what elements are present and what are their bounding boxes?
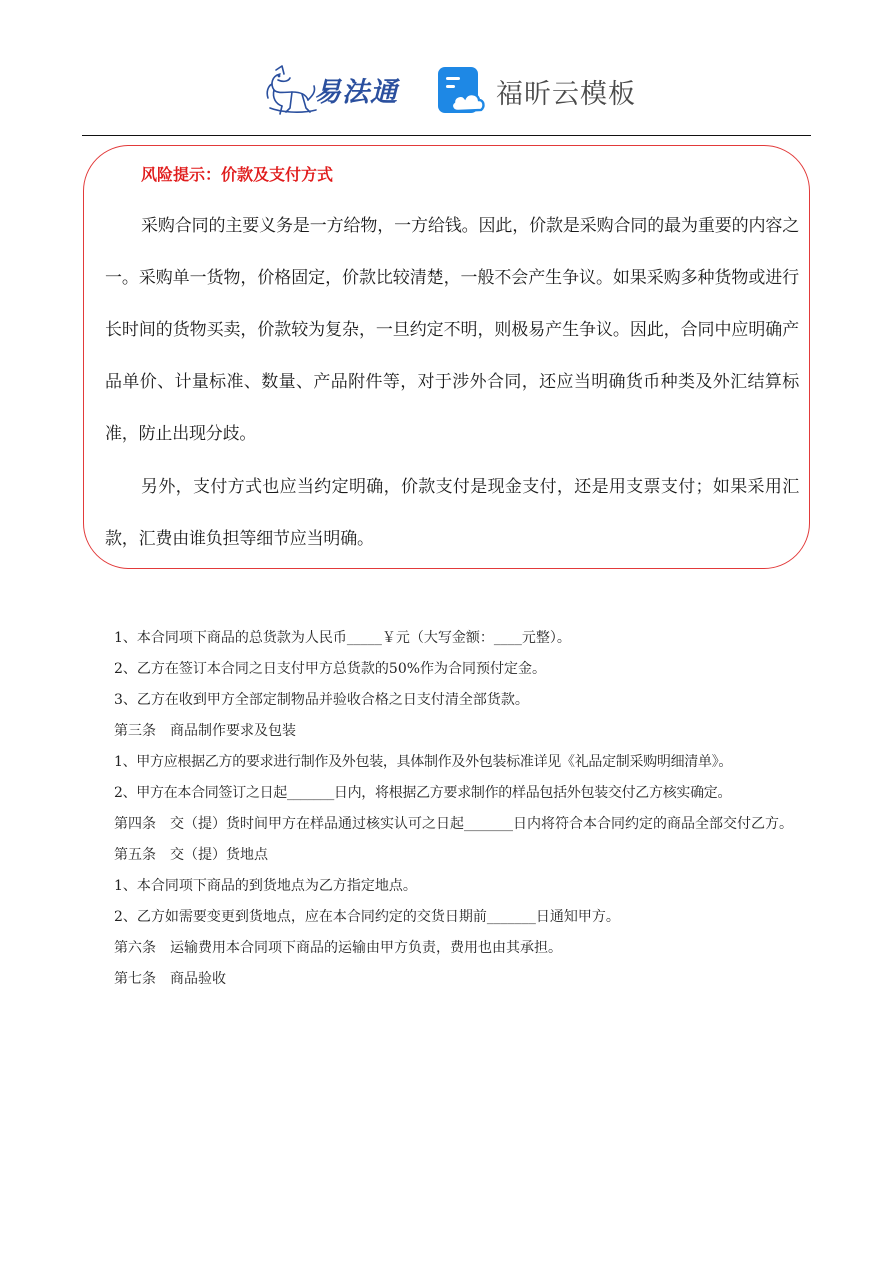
contract-clauses (82, 623, 812, 995)
risk-notice-title: 风险提示：价款及支付方式 (141, 165, 334, 184)
clause-line: 1、甲方应根据乙方的要求进行制作及外包装，具体制作及外包装标准详见《礼品定制采购明细清单》。 (114, 754, 733, 770)
header-divider (82, 135, 811, 136)
clause-line: 3、乙方在收到甲方全部定制物品并验收合格之日支付清全部货款。 (114, 692, 529, 708)
clause-line: 1、本合同项下商品的到货地点为乙方指定地点。 (114, 878, 417, 894)
article-paragraph: 第六条 运输费用本合同项下商品的运输由甲方负责，费用也由其承担。 (114, 940, 562, 956)
clause-line: 2、乙方如需要变更到货地点，应在本合同约定的交货日期前_______日通知甲方。 (114, 909, 620, 925)
article-paragraph: 第四条 交（提）货时间甲方在样品通过核实认可之日起_______日内将符合本合同约定的商品全部交付乙方。 (114, 816, 793, 832)
yifatong-logo (262, 62, 412, 118)
page-header (0, 0, 893, 136)
foxit-cloud-template-logo (436, 64, 636, 118)
foxit-cloud-template-text: 福昕云模板 (496, 78, 636, 110)
article-heading: 第五条 交（提）货地点 (114, 847, 268, 863)
article-heading: 第七条 商品验收 (114, 971, 226, 987)
unicorn-emblem-icon (262, 62, 320, 118)
risk-notice-paragraph: 另外，支付方式也应当约定明确，价款支付是现金支付，还是用支票支付；如果采用汇款，汇费由谁负担等细节应当明确。 (105, 477, 799, 549)
cloud-document-icon (436, 65, 486, 117)
clause-line: 1、本合同项下商品的总货款为人民币_____￥元（大写金额：____元整）。 (114, 630, 571, 646)
clause-line: 2、乙方在签订本合同之日支付甲方总货款的50%作为合同预付定金。 (114, 661, 547, 677)
yifatong-logo-text: 易法通 (314, 77, 398, 108)
clause-line: 2、甲方在本合同签订之日起_______日内，将根据乙方要求制作的样品包括外包装交付乙方核实确定。 (114, 785, 732, 801)
article-heading: 第三条 商品制作要求及包装 (114, 723, 296, 739)
risk-notice-paragraph: 采购合同的主要义务是一方给物，一方给钱。因此，价款是采购合同的最为重要的内容之一。采购单一货物，价格固定，价款比较清楚，一般不会产生争议。如果采购多种货物或进行长时间的货物买卖，价款较为复杂，一旦约定不明，则极易产生争议。因此，合同中应明确产品单价、计量标准、数量、产品附件等，对于涉外合同，还应当明确货币种类及外汇结算标准，防止出现分歧。 (105, 216, 799, 444)
